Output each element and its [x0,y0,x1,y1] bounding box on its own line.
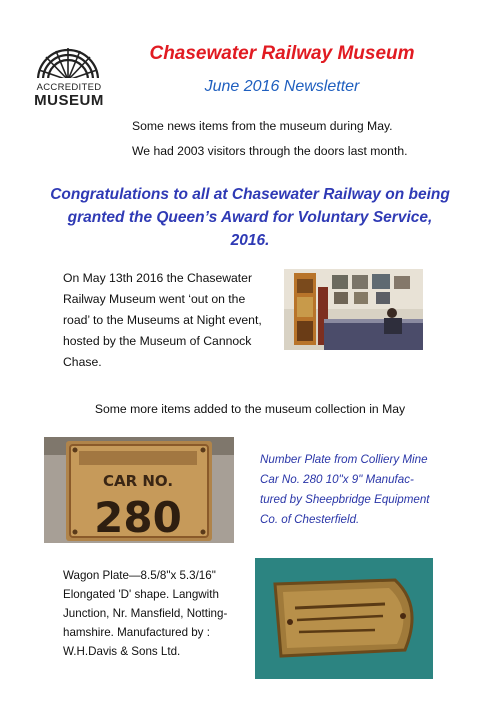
number-plate-caption-line-2: Car No. 280 10"x 9" Manufac- [260,473,414,486]
plate-text-car-no: CAR NO. [102,472,174,490]
number-plate-caption [260,450,475,530]
wagon-plate-caption [63,566,263,661]
number-plate-caption-line-1: Number Plate from Colliery Mine [260,453,428,466]
collection-heading: Some more items added to the museum collection in May [94,402,406,416]
event-line-2: Railway Museum went ‘out on the [63,292,246,306]
wagon-plate-caption-line-1: Wagon Plate—8.5/8"x 5.3/16" [63,569,216,582]
congrats-line-2: granted the Queen’s Award for Voluntary Service, [67,209,433,226]
logo-text-accredited: ACCREDITED [36,82,102,93]
event-line-4: hosted by the Museum of Cannock [63,334,252,348]
event-line-5: Chase. [63,355,102,369]
event-line-1: On May 13th 2016 the Chasewater [63,271,253,285]
museums-at-night-photo [284,269,423,350]
congrats-line-1: Congratulations to all at Chasewater Railway on being [50,186,450,203]
wagon-plate-caption-line-5: W.H.Davis & Sons Ltd. [63,645,181,658]
colliery-number-plate-photo [44,437,234,543]
logo-text-museum: MUSEUM [34,92,104,109]
wagon-plate-caption-line-2: Elongated 'D' shape. Langwith [63,588,219,601]
congrats-line-3: 2016. [230,232,270,249]
plate-number: 280 [94,493,182,542]
event-line-3: road’ to the Museums at Night event, [63,313,262,327]
event-paragraph [63,268,288,373]
wagon-plate-caption-line-3: Junction, Nr. Mansfield, Notting- [63,607,228,620]
number-plate-caption-line-3: tured by Sheepbridge Equipment [260,493,430,506]
number-plate-caption-line-4: Co. of Chesterfield. [260,513,360,526]
congratulations-text [30,183,470,252]
newsletter-subtitle: June 2016 Newsletter [204,78,360,95]
intro-line-1: Some news items from the museum during May. [132,119,393,133]
wagon-plate-photo [255,558,433,679]
newsletter-title: Chasewater Railway Museum [149,43,415,64]
wagon-plate-caption-line-4: hamshire. Manufactured by : [63,626,210,639]
intro-line-2: We had 2003 visitors through the doors last month. [132,144,408,158]
